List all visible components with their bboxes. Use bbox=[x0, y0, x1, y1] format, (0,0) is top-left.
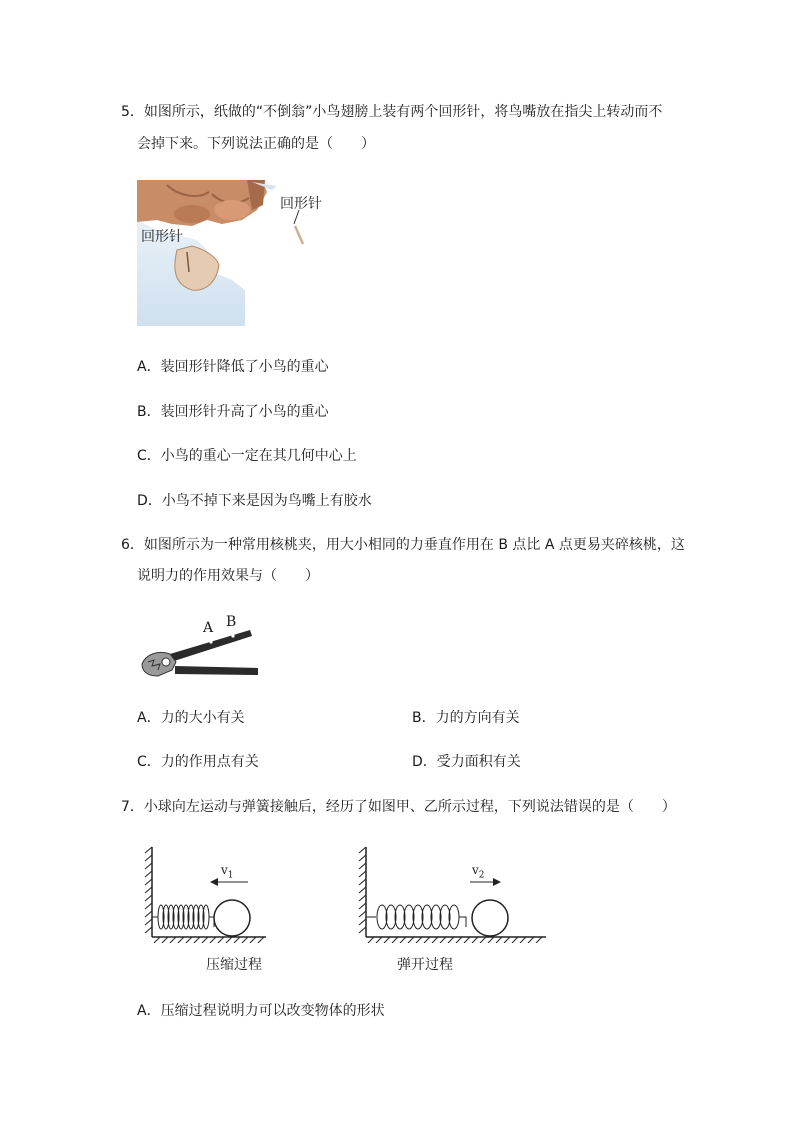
q6-stem-line2: 说明力的作用效果与（ ） bbox=[137, 568, 319, 584]
q5-option-b: B．装回形针升高了小鸟的重心 bbox=[137, 404, 329, 420]
q6-option-c: C．力的作用点有关 bbox=[137, 754, 259, 770]
q5-option-a: A．装回形针降低了小鸟的重心 bbox=[137, 359, 329, 375]
q6-label-a: A bbox=[203, 620, 214, 636]
v2-subscript: 2 bbox=[478, 870, 485, 881]
paperclip-right-shape bbox=[295, 226, 303, 244]
q5-option-c: C．小鸟的重心一定在其几何中心上 bbox=[137, 448, 357, 464]
v1-symbol: v bbox=[221, 863, 228, 877]
v1-subscript: 1 bbox=[227, 870, 234, 881]
q6-option-a: A．力的大小有关 bbox=[137, 710, 245, 726]
q5-option-d: D．小鸟不掉下来是因为鸟嘴上有胶水 bbox=[137, 493, 372, 509]
v2-symbol: v bbox=[472, 863, 479, 877]
ball-left bbox=[214, 900, 250, 936]
compressed-spring bbox=[152, 905, 214, 929]
q5-fig-label-right: 回形针 bbox=[280, 196, 322, 212]
q7-velocity-v2 bbox=[472, 863, 485, 880]
q7-release-figure bbox=[358, 845, 548, 943]
q5-bird-photo bbox=[137, 180, 337, 326]
nutcracker-lower-arm bbox=[175, 666, 258, 675]
q7-compression-figure bbox=[144, 845, 269, 943]
q7-caption-release: 弹开过程 bbox=[397, 957, 453, 973]
q5-fig-label-left: 回形针 bbox=[141, 229, 183, 245]
q7-stem-line1: 7．小球向左运动与弹簧接触后，经历了如图甲、乙所示过程，下列说法错误的是（ ） bbox=[121, 799, 676, 815]
ball-right bbox=[472, 900, 508, 936]
q7-velocity-v1 bbox=[221, 863, 234, 880]
q5-stem-line2: 会掉下来。下列说法正确的是（ ） bbox=[137, 136, 375, 152]
q5-stem-line1: 5．如图所示，纸做的“不倒翁”小鸟翅膀上装有两个回形针，将鸟嘴放在指尖上转动而不 bbox=[121, 104, 663, 120]
q7-option-a: A．压缩过程说明力可以改变物体的形状 bbox=[137, 1003, 385, 1019]
q6-option-d: D．受力面积有关 bbox=[412, 754, 521, 770]
extended-spring bbox=[366, 905, 466, 929]
q6-label-b: B bbox=[226, 614, 237, 630]
q6-option-b: B．力的方向有关 bbox=[412, 710, 520, 726]
q6-stem-line1: 6．如图所示为一种常用核桃夹，用大小相同的力垂直作用在 B 点比 A 点更易夹碎核桃，这 bbox=[121, 537, 685, 553]
q6-nutcracker-figure bbox=[140, 614, 262, 682]
q7-caption-compression: 压缩过程 bbox=[206, 957, 262, 973]
